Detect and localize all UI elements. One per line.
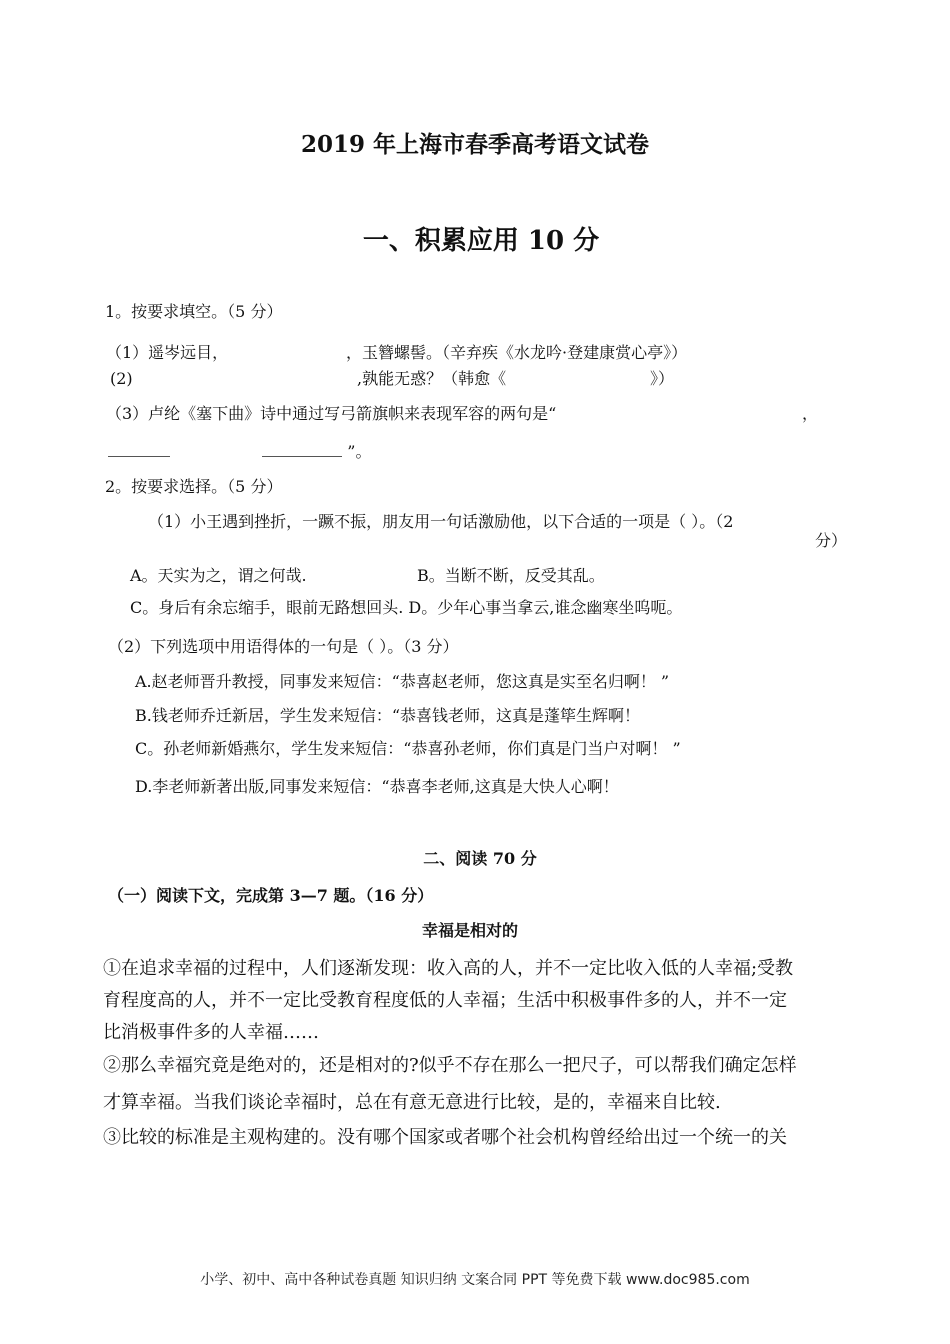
option-c-d: C。身后有余忘缩手，眼前无路想回头. D。少年心事当拿云,谁念幽寒坐呜呃。 xyxy=(130,598,683,617)
question-1-item-2-middle: ,孰能无惑？（韩愈《 xyxy=(357,369,507,388)
page-footer: 小学、初中、高中各种试卷真题 知识归纳 文案合同 PPT 等免费下载 www.doc985.com xyxy=(200,1272,750,1288)
paragraph-1-line-3: 比消极事件多的人幸福…… xyxy=(103,1022,319,1043)
option-b: B。当断不断，反受其乱。 xyxy=(417,566,605,585)
paragraph-2-line-1: ②那么幸福究竟是绝对的，还是相对的?似乎不存在那么一把尺子，可以帮我们确定怎样 xyxy=(103,1055,797,1076)
section-heading-accumulation: 一、积累应用 10 分 xyxy=(362,226,600,256)
question-1-item-1-end: ，玉簪螺髻。（辛弃疾《水龙吟·登建康赏心亭》） xyxy=(346,343,688,362)
paragraph-3-line-1: ③比较的标准是主观构建的。没有哪个国家或者哪个社会机构曾经给出过一个统一的关 xyxy=(103,1127,787,1148)
question-1-item-3-end: ”。 xyxy=(347,442,372,461)
article-title: 幸福是相对的 xyxy=(421,921,518,940)
paragraph-1-line-2: 育程度高的人，并不一定比受教育程度低的人幸福；生活中积极事件多的人，并不一定 xyxy=(103,990,787,1011)
option-a: A。天实为之，谓之何哉. xyxy=(130,566,307,585)
reading-instructions: （一）阅读下文，完成第 3—7 题。（16 分） xyxy=(108,886,434,905)
sub-2-option-d: D.李老师新著出版,同事发来短信：“恭喜李老师,这真是大快人心啊！ xyxy=(135,777,619,796)
question-1-item-3-comma: ， xyxy=(802,404,819,423)
question-1-item-3-start: （3）卢纶《塞下曲》诗中通过写弓箭旗帜来表现军容的两句是“ xyxy=(106,404,557,423)
answer-blank xyxy=(108,442,170,457)
paragraph-1-line-1: ①在追求幸福的过程中，人们逐渐发现：收入高的人，并不一定比收入低的人幸福;受教 xyxy=(103,958,794,979)
paragraph-2-line-2: 才算幸福。当我们谈论幸福时，总在有意无意进行比较，是的，幸福来自比较. xyxy=(103,1092,721,1113)
question-2-sub-1-score: 分） xyxy=(815,531,848,550)
question-2-sub-1-stem: （1）小王遇到挫折，一蹶不振，朋友用一句话激励他，以下合适的一项是（ ）。（2 xyxy=(148,512,734,531)
question-1-item-2-end: 》） xyxy=(650,369,675,388)
question-1-item-2-start: (2) xyxy=(110,369,133,388)
answer-blank xyxy=(262,442,342,457)
sub-2-option-a: A.赵老师晋升教授，同事发来短信：“恭喜赵老师，您这真是实至名归啊！ ” xyxy=(135,672,670,691)
question-1-stem: 1。按要求填空。（5 分） xyxy=(105,302,283,321)
question-1-item-3-blanks xyxy=(108,442,371,462)
sub-2-option-b: B.钱老师乔迁新居，学生发来短信：“恭喜钱老师，这真是蓬筚生辉啊！ xyxy=(135,706,641,725)
section-heading-reading: 二、阅读 70 分 xyxy=(423,849,537,868)
question-2-sub-2-stem: （2）下列选项中用语得体的一句是（ ）。（3 分） xyxy=(108,637,459,656)
document-title: 2019 年上海市春季高考语文试卷 xyxy=(300,131,650,158)
question-2-stem: 2。按要求选择。（5 分） xyxy=(105,477,283,496)
sub-2-option-c: C。孙老师新婚燕尔，学生发来短信：“恭喜孙老师，你们真是门当户对啊！ ” xyxy=(135,739,681,758)
question-1-item-1-start: （1）遥岑远目， xyxy=(106,343,229,362)
